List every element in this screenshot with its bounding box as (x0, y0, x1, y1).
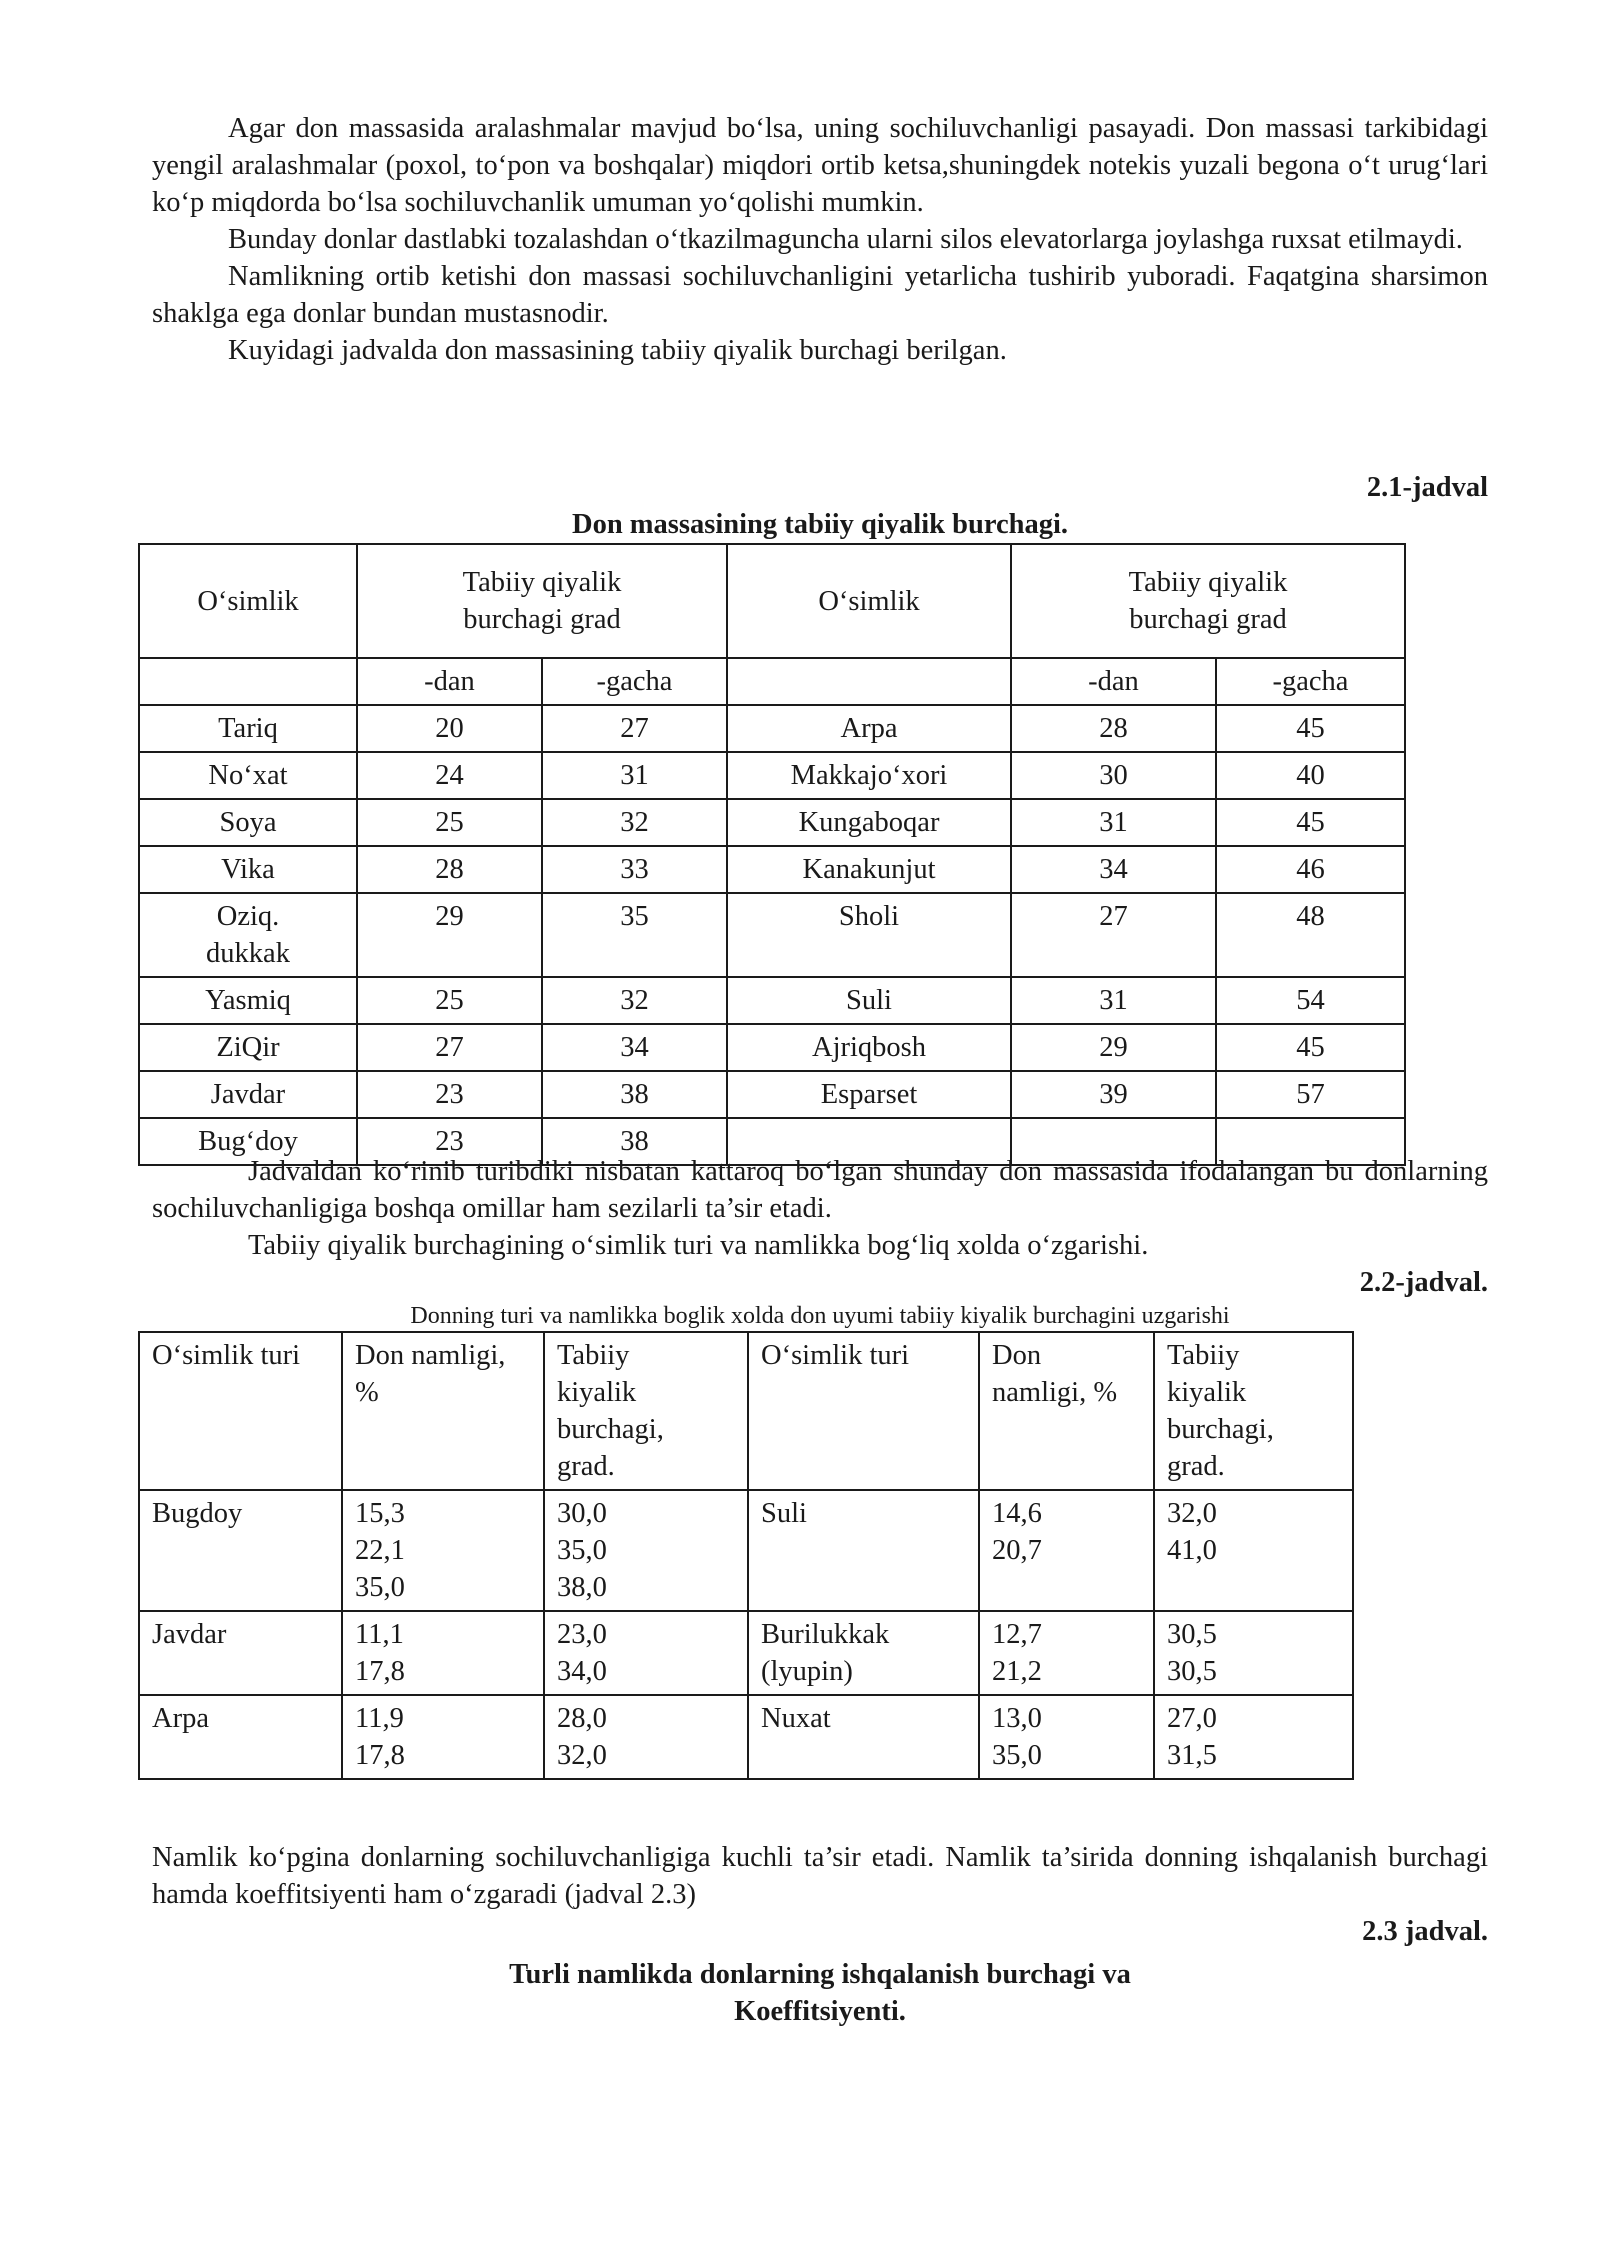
table-row (139, 1611, 1353, 1695)
cell: 32 (542, 799, 727, 846)
cell-text: % (355, 1377, 379, 1408)
table-row (139, 799, 1405, 846)
cell: 31 (542, 752, 727, 799)
cell: Ajriqbosh (727, 1024, 1011, 1071)
header-cell: -dan (357, 658, 542, 705)
table-title: Donning turi va namlikka boglik xolda don uyumi tabiiy kiyalik burchagini uzgarishi (410, 1303, 1230, 1329)
cell-text: Bugdoy (152, 1498, 243, 1529)
cell: Makkajo‘xori (727, 752, 1011, 799)
cell-text: 30,0 (557, 1498, 607, 1529)
cell: 57 (1216, 1071, 1405, 1118)
cell: 45 (1216, 799, 1405, 846)
moisture-table-body (139, 1332, 1353, 1779)
cell (544, 1490, 748, 1611)
cell: 23 (357, 1071, 542, 1118)
paragraph: Tabiiy qiyalik burchagining o‘simlik turi va namlikka bog‘liq xolda o‘zgarishi. (248, 1230, 1149, 1261)
cell: Esparset (727, 1071, 1011, 1118)
header-cell: O‘simlik (139, 544, 357, 658)
cell-text: Oziq. (216, 901, 280, 932)
cell-text: 32,0 (557, 1740, 607, 1771)
cell-text: Arpa (152, 1703, 209, 1734)
header-cell (544, 1332, 748, 1490)
cell-text: (lyupin) (761, 1656, 853, 1687)
cell-text: 17,8 (355, 1656, 405, 1687)
cell-text: 11,9 (355, 1703, 404, 1734)
cell: 39 (1011, 1071, 1216, 1118)
cell: Tariq (139, 705, 357, 752)
cell-text: 12,7 (992, 1619, 1042, 1650)
cell (979, 1490, 1154, 1611)
cell: 34 (1011, 846, 1216, 893)
cell-text: 30,5 (1167, 1619, 1217, 1650)
cell: Arpa (727, 705, 1011, 752)
cell-text: 35,0 (557, 1535, 607, 1566)
cell: 54 (1216, 977, 1405, 1024)
cell (748, 1490, 979, 1611)
empty-cell (139, 658, 357, 705)
cell-text: grad. (1167, 1451, 1225, 1482)
table-title: Koeffitsiyenti. (734, 1996, 906, 2027)
cell: 28 (357, 846, 542, 893)
cell: 48 (1216, 893, 1405, 977)
table-row (139, 1695, 1353, 1779)
table-row (139, 977, 1405, 1024)
cell: Sholi (727, 893, 1011, 977)
table-row (139, 1490, 1353, 1611)
cell: 32 (542, 977, 727, 1024)
moisture-table (138, 1331, 1354, 1780)
cell: Javdar (139, 1071, 357, 1118)
paragraph: Agar don massasida aralashmalar mavjud bo‘lsa, uning sochiluvchanligi pasayadi. Don massasi tarkibidagi yengil aralashmalar (poxol, to‘pon va boshqalar) miqdori ortib ketsa,shuningdek notekis yuzali begona o‘t urug‘lari ko‘p miqdorda bo‘lsa sochiluvchanlik umuman yo‘qolishi mumkin. (152, 113, 1488, 218)
cell-text: 14,6 (992, 1498, 1042, 1529)
cell-text: 28,0 (557, 1703, 607, 1734)
table-title: Turli namlikda donlarning ishqalanish burchagi va (509, 1959, 1131, 1990)
cell-text: 35,0 (992, 1740, 1042, 1771)
table-subheader-row (139, 658, 1405, 705)
cell (748, 1611, 979, 1695)
paragraph: Jadvaldan ko‘rinib turibdiki nisbatan kattaroq bo‘lgan shunday don massasida ifodalangan bu donlarning sochiluvchanligiga boshqa omillar ham sezilarli ta’sir etadi. (152, 1156, 1488, 1224)
cell-text: 27,0 (1167, 1703, 1217, 1734)
cell-text: 32,0 (1167, 1498, 1217, 1529)
cell-text: 23,0 (557, 1619, 607, 1650)
header-cell (357, 544, 727, 658)
paragraph: Namlik ko‘pgina donlarning sochiluvchanligiga kuchli ta’sir etadi. Namlik ta’sirida donning ishqalanish burchagi hamda koeffitsiyenti ham o‘zgaradi (jadval 2.3) (152, 1842, 1488, 1910)
header-cell: O‘simlik turi (139, 1332, 342, 1490)
header-cell (1011, 544, 1405, 658)
cell: 27 (1011, 893, 1216, 977)
header-cell: -gacha (542, 658, 727, 705)
cell-text: grad. (557, 1451, 615, 1482)
table-header-row (139, 544, 1405, 658)
cell: 45 (1216, 1024, 1405, 1071)
header-cell: -gacha (1216, 658, 1405, 705)
cell (1154, 1695, 1353, 1779)
paragraph: Kuyidagi jadvalda don massasining tabiiy qiyalik burchagi berilgan. (228, 335, 1007, 366)
cell (1011, 1118, 1216, 1165)
cell: 27 (357, 1024, 542, 1071)
cell-text: burchagi, (557, 1414, 664, 1445)
table-row (139, 846, 1405, 893)
cell (139, 1611, 342, 1695)
header-text: Tabiiy qiyalik (462, 567, 622, 598)
cell: 27 (542, 705, 727, 752)
cell-text: 15,3 (355, 1498, 405, 1529)
header-text: Tabiiy qiyalik (1128, 567, 1288, 598)
cell: Kanakunjut (727, 846, 1011, 893)
table-row (139, 705, 1405, 752)
cell-text: 13,0 (992, 1703, 1042, 1734)
table-row (139, 1024, 1405, 1071)
cell-text: Don (992, 1340, 1042, 1371)
cell (544, 1695, 748, 1779)
cell: 24 (357, 752, 542, 799)
cell (342, 1611, 544, 1695)
cell: 31 (1011, 799, 1216, 846)
cell: 20 (357, 705, 542, 752)
cell: 29 (357, 893, 542, 977)
cell: Kungaboqar (727, 799, 1011, 846)
cell: 23 (357, 1118, 542, 1165)
cell: 40 (1216, 752, 1405, 799)
empty-cell (727, 658, 1011, 705)
cell (342, 1695, 544, 1779)
table-label: 2.1-jadval (1366, 472, 1488, 503)
cell-text: Nuxat (761, 1703, 831, 1734)
cell: 38 (542, 1118, 727, 1165)
document-page (152, 110, 1488, 2030)
cell (1154, 1490, 1353, 1611)
cell-text: Suli (761, 1498, 807, 1529)
cell: 25 (357, 977, 542, 1024)
cell (139, 893, 357, 977)
table-title: Don massasining tabiiy qiyalik burchagi. (572, 509, 1068, 540)
cell-text: 20,7 (992, 1535, 1042, 1566)
cell-text: 34,0 (557, 1656, 607, 1687)
cell: 25 (357, 799, 542, 846)
cell (139, 1695, 342, 1779)
header-text: burchagi grad (1129, 604, 1287, 635)
cell: 33 (542, 846, 727, 893)
cell: 30 (1011, 752, 1216, 799)
cell: Suli (727, 977, 1011, 1024)
cell: 45 (1216, 705, 1405, 752)
cell (979, 1611, 1154, 1695)
header-cell (1154, 1332, 1353, 1490)
cell: 29 (1011, 1024, 1216, 1071)
cell (727, 1118, 1011, 1165)
paragraph: Namlikning ortib ketishi don massasi sochiluvchanligini yetarlicha tushirib yuboradi. Faqatgina sharsimon shaklga ega donlar bundan mustasnodir. (152, 261, 1488, 329)
cell-text: 17,8 (355, 1740, 405, 1771)
table-header-row (139, 1332, 1353, 1490)
table-row (139, 1071, 1405, 1118)
cell: Yasmiq (139, 977, 357, 1024)
table-row (139, 893, 1405, 977)
cell-text: dukkak (206, 938, 290, 969)
cell-text: 11,1 (355, 1619, 404, 1650)
cell (1216, 1118, 1405, 1165)
cell-text: Burilukkak (761, 1619, 890, 1650)
cell-text: burchagi, (1167, 1414, 1274, 1445)
cell-text: Javdar (152, 1619, 227, 1650)
cell: 46 (1216, 846, 1405, 893)
cell-text: Tabiiy (1167, 1340, 1240, 1371)
cell (1154, 1611, 1353, 1695)
cell: 28 (1011, 705, 1216, 752)
cell: 35 (542, 893, 727, 977)
cell-text: 35,0 (355, 1572, 405, 1603)
cell-text: Don namligi, (355, 1340, 506, 1371)
cell (544, 1611, 748, 1695)
cell: Soya (139, 799, 357, 846)
cell-text: Tabiiy (557, 1340, 630, 1371)
cell-text: 38,0 (557, 1572, 607, 1603)
cell: 31 (1011, 977, 1216, 1024)
angle-table-body (139, 544, 1405, 1165)
cell-text: kiyalik (557, 1377, 637, 1408)
header-cell: -dan (1011, 658, 1216, 705)
cell: No‘xat (139, 752, 357, 799)
cell-text: 31,5 (1167, 1740, 1217, 1771)
paragraph: Bunday donlar dastlabki tozalashdan o‘tkazilmaguncha ularni silos elevatorlarga joylashga ruxsat etilmaydi. (228, 224, 1463, 255)
table-row (139, 1118, 1405, 1165)
cell: Vika (139, 846, 357, 893)
cell: 38 (542, 1071, 727, 1118)
cell-text: namligi, % (992, 1377, 1118, 1408)
cell (342, 1490, 544, 1611)
cell-text: kiyalik (1167, 1377, 1247, 1408)
header-text: burchagi grad (463, 604, 621, 635)
cell: 34 (542, 1024, 727, 1071)
header-cell: O‘simlik turi (748, 1332, 979, 1490)
cell-text: 30,5 (1167, 1656, 1217, 1687)
cell-text: 41,0 (1167, 1535, 1217, 1566)
header-cell (342, 1332, 544, 1490)
table-label: 2.2-jadval. (1359, 1267, 1488, 1298)
header-cell (979, 1332, 1154, 1490)
cell-text: 21,2 (992, 1656, 1042, 1687)
cell (748, 1695, 979, 1779)
table-label: 2.3 jadval. (1362, 1916, 1488, 1947)
cell: ZiQir (139, 1024, 357, 1071)
cell (979, 1695, 1154, 1779)
table-row (139, 752, 1405, 799)
angle-table (138, 543, 1406, 1166)
cell-text: 22,1 (355, 1535, 405, 1566)
header-cell: O‘simlik (727, 544, 1011, 658)
cell (139, 1490, 342, 1611)
cell: Bug‘doy (139, 1118, 357, 1165)
